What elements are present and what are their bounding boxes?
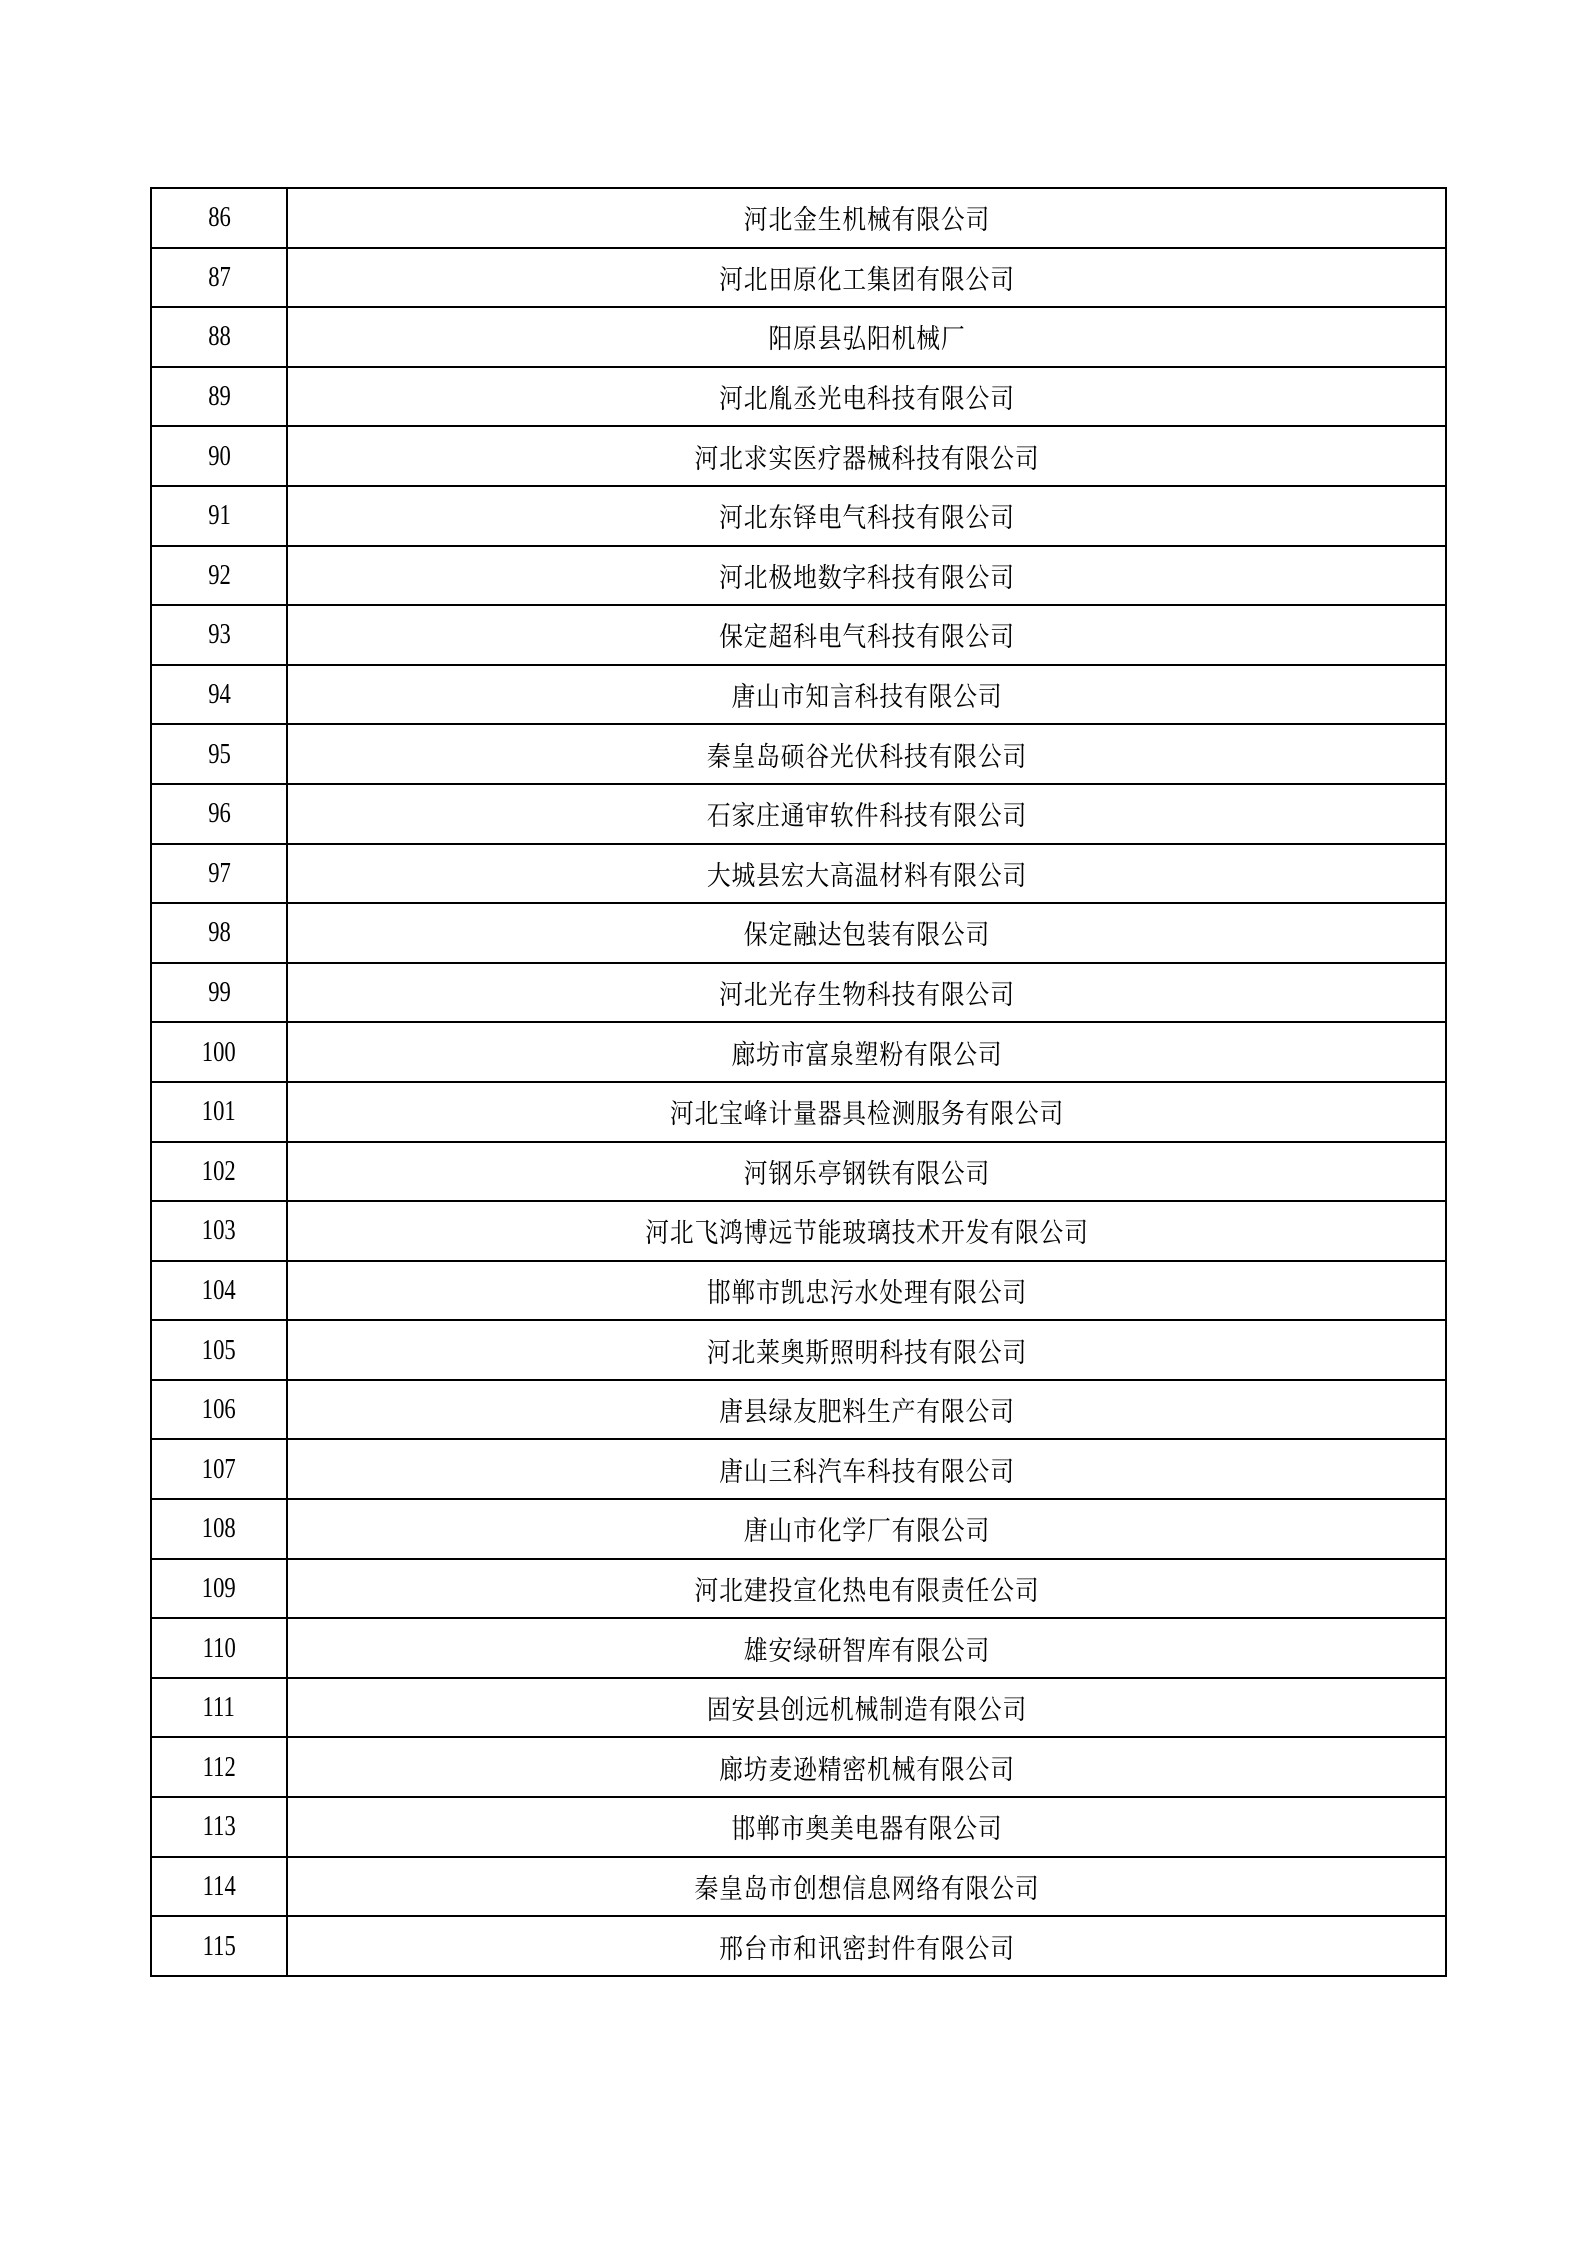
row-number-cell xyxy=(151,1201,287,1261)
row-number-cell xyxy=(151,605,287,665)
row-number-cell xyxy=(151,248,287,308)
table-row xyxy=(151,1201,1446,1261)
row-number-cell xyxy=(151,1022,287,1082)
table-row xyxy=(151,1380,1446,1440)
row-number: 108 xyxy=(202,1512,236,1545)
row-number-cell xyxy=(151,724,287,784)
company-name-cell xyxy=(287,307,1446,367)
company-name: 秦皇岛硕谷光伏科技有限公司 xyxy=(706,741,1027,773)
row-number: 89 xyxy=(207,380,231,413)
company-name: 石家庄通审软件科技有限公司 xyxy=(706,801,1027,833)
row-number-cell xyxy=(151,844,287,904)
table-row xyxy=(151,724,1446,784)
row-number-cell xyxy=(151,367,287,427)
company-name-cell xyxy=(287,903,1446,963)
table-row xyxy=(151,1142,1446,1202)
company-name: 河北建投宣化热电有限责任公司 xyxy=(694,1575,1039,1607)
company-name: 河钢乐亭钢铁有限公司 xyxy=(743,1158,990,1190)
row-number-cell xyxy=(151,963,287,1023)
company-name: 河北田原化工集团有限公司 xyxy=(718,264,1015,296)
company-name-cell xyxy=(287,605,1446,665)
row-number: 90 xyxy=(207,439,231,472)
row-number: 94 xyxy=(207,678,231,711)
company-name: 河北金生机械有限公司 xyxy=(743,205,990,237)
row-number: 99 xyxy=(207,976,231,1009)
table-row xyxy=(151,1857,1446,1917)
row-number-cell xyxy=(151,784,287,844)
table-row xyxy=(151,1678,1446,1738)
table-row xyxy=(151,1439,1446,1499)
company-name-cell xyxy=(287,1618,1446,1678)
company-name: 廊坊市富泉塑粉有限公司 xyxy=(730,1039,1003,1071)
company-name: 保定超科电气科技有限公司 xyxy=(718,622,1015,654)
company-name-cell xyxy=(287,1380,1446,1440)
company-name: 河北胤丞光电科技有限公司 xyxy=(718,384,1015,416)
row-number-cell xyxy=(151,1261,287,1321)
company-name-cell xyxy=(287,486,1446,546)
table-row xyxy=(151,426,1446,486)
company-name-cell xyxy=(287,1559,1446,1619)
company-name: 河北极地数字科技有限公司 xyxy=(718,562,1015,594)
row-number: 104 xyxy=(202,1273,236,1306)
company-name-cell xyxy=(287,1916,1446,1976)
row-number-cell xyxy=(151,1499,287,1559)
company-name-cell xyxy=(287,1857,1446,1917)
company-name-cell xyxy=(287,367,1446,427)
company-name-cell xyxy=(287,546,1446,606)
row-number: 114 xyxy=(202,1869,236,1902)
company-name: 河北莱奥斯照明科技有限公司 xyxy=(706,1337,1027,1369)
row-number-cell xyxy=(151,1439,287,1499)
row-number: 105 xyxy=(202,1333,236,1366)
company-name-cell xyxy=(287,188,1446,248)
table-row xyxy=(151,903,1446,963)
company-name: 唐山市知言科技有限公司 xyxy=(730,682,1003,714)
company-name-cell xyxy=(287,1201,1446,1261)
table-row xyxy=(151,1320,1446,1380)
company-name-cell xyxy=(287,248,1446,308)
company-name: 大城县宏大高温材料有限公司 xyxy=(706,860,1027,892)
company-name: 邢台市和讯密封件有限公司 xyxy=(718,1933,1015,1965)
row-number: 96 xyxy=(207,797,231,830)
company-name: 雄安绿研智库有限公司 xyxy=(743,1635,990,1667)
table-row xyxy=(151,248,1446,308)
row-number: 92 xyxy=(207,558,231,591)
table-row xyxy=(151,1797,1446,1857)
row-number: 97 xyxy=(207,856,231,889)
row-number-cell xyxy=(151,1797,287,1857)
row-number: 111 xyxy=(202,1691,236,1724)
row-number: 100 xyxy=(202,1035,236,1068)
row-number-cell xyxy=(151,1916,287,1976)
company-name-cell xyxy=(287,1022,1446,1082)
company-name-cell xyxy=(287,426,1446,486)
table-row xyxy=(151,307,1446,367)
company-name: 唐山三科汽车科技有限公司 xyxy=(718,1456,1015,1488)
table-body xyxy=(151,188,1446,1976)
row-number-cell xyxy=(151,1618,287,1678)
row-number-cell xyxy=(151,1142,287,1202)
row-number: 106 xyxy=(202,1393,236,1426)
row-number: 93 xyxy=(207,618,231,651)
row-number-cell xyxy=(151,486,287,546)
row-number-cell xyxy=(151,665,287,725)
row-number: 103 xyxy=(202,1214,236,1247)
company-name-cell xyxy=(287,844,1446,904)
company-name-cell xyxy=(287,665,1446,725)
company-name: 河北光存生物科技有限公司 xyxy=(718,980,1015,1012)
company-name: 保定融达包装有限公司 xyxy=(743,920,990,952)
row-number-cell xyxy=(151,1320,287,1380)
company-list-table xyxy=(150,187,1447,1977)
table-row xyxy=(151,1559,1446,1619)
company-name-cell xyxy=(287,1439,1446,1499)
table-row xyxy=(151,1737,1446,1797)
row-number: 102 xyxy=(202,1154,236,1187)
company-name: 秦皇岛市创想信息网络有限公司 xyxy=(694,1873,1039,1905)
table-row xyxy=(151,1261,1446,1321)
table-row xyxy=(151,784,1446,844)
row-number-cell xyxy=(151,903,287,963)
table-row xyxy=(151,1916,1446,1976)
row-number: 113 xyxy=(202,1810,236,1843)
row-number: 88 xyxy=(207,320,231,353)
company-name-cell xyxy=(287,1678,1446,1738)
row-number: 95 xyxy=(207,737,231,770)
company-name: 阳原县弘阳机械厂 xyxy=(767,324,966,356)
row-number-cell xyxy=(151,1737,287,1797)
row-number-cell xyxy=(151,1380,287,1440)
row-number: 91 xyxy=(207,499,231,532)
table-row xyxy=(151,1618,1446,1678)
table-row xyxy=(151,188,1446,248)
company-name-cell xyxy=(287,724,1446,784)
company-name-cell xyxy=(287,1142,1446,1202)
company-name-cell xyxy=(287,963,1446,1023)
table-row xyxy=(151,963,1446,1023)
table-row xyxy=(151,1499,1446,1559)
company-name: 河北求实医疗器械科技有限公司 xyxy=(694,443,1039,475)
row-number-cell xyxy=(151,426,287,486)
row-number-cell xyxy=(151,188,287,248)
table-row xyxy=(151,367,1446,427)
row-number: 115 xyxy=(202,1929,236,1962)
row-number: 98 xyxy=(207,916,231,949)
row-number: 109 xyxy=(202,1571,236,1604)
company-name: 固安县创远机械制造有限公司 xyxy=(706,1695,1027,1727)
row-number-cell xyxy=(151,307,287,367)
company-name: 河北宝峰计量器具检测服务有限公司 xyxy=(669,1099,1064,1131)
row-number: 86 xyxy=(207,201,231,234)
row-number: 101 xyxy=(202,1095,236,1128)
company-name-cell xyxy=(287,1499,1446,1559)
company-name-cell xyxy=(287,784,1446,844)
company-name: 唐山市化学厂有限公司 xyxy=(743,1516,990,1548)
table-row xyxy=(151,844,1446,904)
row-number: 110 xyxy=(202,1631,236,1664)
table-row xyxy=(151,1022,1446,1082)
company-name: 河北飞鸿博远节能玻璃技术开发有限公司 xyxy=(644,1218,1089,1250)
company-name: 河北东铎电气科技有限公司 xyxy=(718,503,1015,535)
company-name-cell xyxy=(287,1320,1446,1380)
row-number-cell xyxy=(151,1678,287,1738)
row-number-cell xyxy=(151,1857,287,1917)
company-name: 邯郸市奥美电器有限公司 xyxy=(730,1814,1003,1846)
company-name-cell xyxy=(287,1082,1446,1142)
row-number: 107 xyxy=(202,1452,236,1485)
company-name-cell xyxy=(287,1797,1446,1857)
company-name-cell xyxy=(287,1261,1446,1321)
row-number: 87 xyxy=(207,260,231,293)
row-number-cell xyxy=(151,1082,287,1142)
company-name: 唐县绿友肥料生产有限公司 xyxy=(718,1397,1015,1429)
table-row xyxy=(151,1082,1446,1142)
table-row xyxy=(151,665,1446,725)
table-row xyxy=(151,605,1446,665)
row-number-cell xyxy=(151,1559,287,1619)
table-row xyxy=(151,546,1446,606)
company-name-cell xyxy=(287,1737,1446,1797)
company-name: 邯郸市凯忠污水处理有限公司 xyxy=(706,1277,1027,1309)
row-number-cell xyxy=(151,546,287,606)
table-row xyxy=(151,486,1446,546)
company-name: 廊坊麦逊精密机械有限公司 xyxy=(718,1754,1015,1786)
row-number: 112 xyxy=(202,1750,236,1783)
